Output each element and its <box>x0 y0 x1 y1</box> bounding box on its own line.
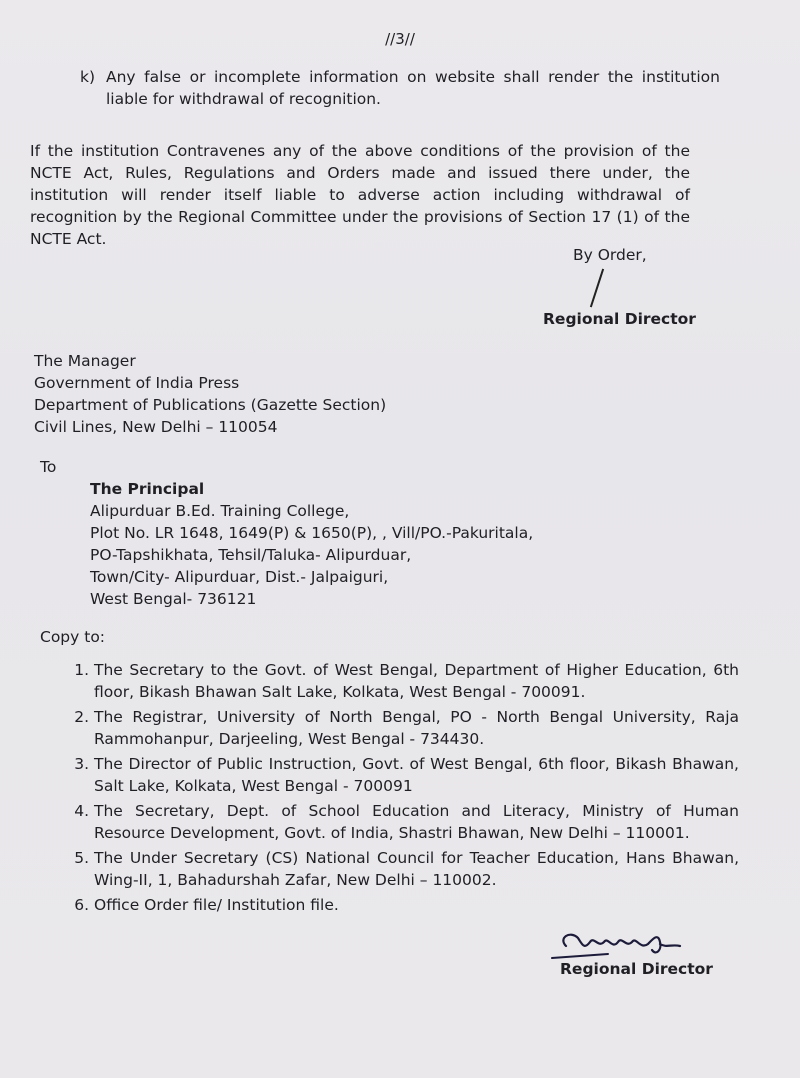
addressee-block <box>90 478 610 610</box>
copy-to-list <box>62 660 739 921</box>
address-line: Plot No. LR 1648, 1649(P) & 1650(P), , Vill/PO.-Pakuritala, <box>90 524 534 542</box>
signatory-title: Regional Director <box>543 310 696 328</box>
address-line: Civil Lines, New Delhi – 110054 <box>34 418 278 436</box>
page-header: //3// <box>385 30 415 48</box>
signature-mark <box>590 269 604 308</box>
address-line: Town/City- Alipurduar, Dist.- Jalpaiguri, <box>90 568 389 586</box>
list-item: 6. Office Order file/ Institution file. <box>94 895 739 917</box>
addressee-title: The Principal <box>90 480 205 498</box>
contravention-paragraph: If the institution Contravenes any of the above conditions of the provision of the NCTE Act, Rules, Regulations and Orders made and issued there under, the institution will render itself liable to adverse action including withdrawal of recognition by the Regional Committee under the provisions of Section 17 (1) of the NCTE Act. <box>30 142 690 248</box>
address-line: Government of India Press <box>34 374 240 392</box>
list-item: 1. The Secretary to the Govt. of West Bengal, Department of Higher Education, 6th floor, Bikash Bhawan Salt Lake, Kolkata, West Bengal - 700091. <box>94 660 739 703</box>
list-item: 5. The Under Secretary (CS) National Council for Teacher Education, Hans Bhawan, Wing-II, 1, Bahadurshah Zafar, New Delhi – 110002. <box>94 848 739 891</box>
address-line: West Bengal- 736121 <box>90 590 257 608</box>
signatory-title: Regional Director <box>560 960 713 978</box>
address-line: PO-Tapshikhata, Tehsil/Taluka- Alipurduar, <box>90 546 412 564</box>
copy-to-label: Copy to: <box>40 628 106 646</box>
address-line: Alipurduar B.Ed. Training College, <box>90 502 350 520</box>
condition-item-k <box>80 66 720 110</box>
address-line: Department of Publications (Gazette Section) <box>34 396 387 414</box>
by-order-text: By Order, <box>573 246 647 264</box>
list-item: 4. The Secretary, Dept. of School Education and Literacy, Ministry of Human Resource Development, Govt. of India, Shastri Bhawan, New Delhi – 110001. <box>94 801 739 844</box>
list-item: 2. The Registrar, University of North Bengal, PO - North Bengal University, Raja Rammohanpur, Darjeeling, West Bengal - 734430. <box>94 707 739 750</box>
list-item: 3. The Director of Public Instruction, Govt. of West Bengal, 6th floor, Bikash Bhawan, Salt Lake, Kolkata, West Bengal - 700091 <box>94 754 739 797</box>
manager-address <box>34 350 494 438</box>
address-line: The Manager <box>34 352 136 370</box>
to-label: To <box>40 458 57 476</box>
item-text: Any false or incomplete information on website shall render the institution liable for withdrawal of recognition. <box>106 68 720 108</box>
item-label: k) <box>80 68 96 86</box>
